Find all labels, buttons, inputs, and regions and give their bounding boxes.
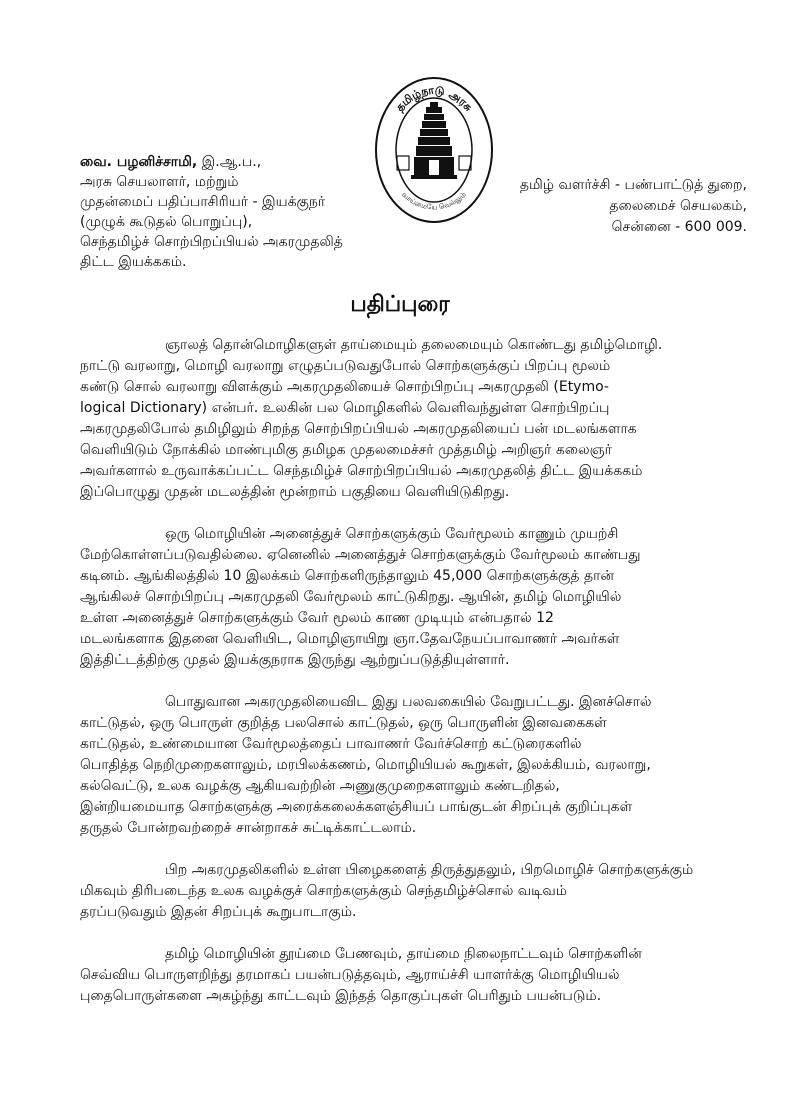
page-title: பதிப்புரை	[350, 292, 450, 317]
sender-line: திட்ட இயக்ககம்.	[80, 254, 187, 270]
paragraph-line: மேற்கொள்ளப்படுவதில்லை. ஏனெனில் அனைத்துச் சொற்களுக்கும் வேர்மூலம் காண்பது	[80, 547, 641, 563]
address-line: சென்னை - 600 009.	[611, 219, 747, 235]
sender-line: (முழுக் கூடுதல் பொறுப்பு),	[80, 214, 253, 230]
paragraph-line: காட்டுதல், ஒரு பொருள் குறித்த பலசொல் காட்டுதல், ஒரு பொருளின் இனவகைகள்	[80, 715, 607, 731]
paragraph	[80, 335, 740, 503]
emblem-top-text: தமிழ்நாடு அரசு	[393, 83, 475, 114]
sender-name-line	[80, 152, 460, 172]
paragraph	[80, 860, 740, 923]
paragraph-line: கல்வெட்டு, உலக வழக்கு ஆகியவற்றின் அணுகுமுறைகளாலும் கண்டறிதல்,	[80, 778, 560, 794]
emblem-bottom-text: வாய்மையே வெல்லும்	[400, 190, 468, 212]
address-line: தமிழ் வளர்ச்சி - பண்பாட்டுத் துறை,	[519, 177, 747, 193]
sender-line: அரசு செயலாளர், மற்றும்	[80, 174, 239, 190]
paragraph-line: மடலங்களாக இதனை வெளியிட, மொழிஞாயிறு ஞா.தேவநேயப்பாவாணர் அவர்கள்	[80, 631, 620, 647]
paragraph-line: மிகவும் திரிபடைந்த உலக வழக்குச் சொற்களுக்கும் செந்தமிழ்ச்சொல் வடிவம்	[80, 883, 567, 899]
paragraph-line: பொதித்த நெறிமுறைகளாலும், மரபிலக்கணம், மொழியியல் கூறுகள், இலக்கியம், வரலாறு,	[80, 757, 651, 773]
paragraph-line: உள்ள அனைத்துச் சொற்களுக்கும் வேர் மூலம் காண முடியும் என்பதால் 12	[80, 610, 554, 626]
paragraph-line: பிற அகரமுதலிகளில் உள்ள பிழைகளைத் திருத்துதலும், பிறமொழிச் சொற்களுக்கும்	[165, 862, 694, 878]
paragraph-line: கடினம். ஆங்கிலத்தில் 10 இலக்கம் சொற்களிருந்தாலும் 45,000 சொற்களுக்குத் தான்	[80, 568, 614, 584]
paragraph-line: காட்டுதல், உண்மையான வேர்மூலத்தைப் பாவாணர் வேர்ச்சொற் கட்டுரைகளில்	[80, 736, 582, 752]
sender-line: முதன்மைப் பதிப்பாசிரியர் - இயக்குநர்	[80, 194, 326, 210]
paragraph	[80, 944, 740, 1007]
paragraph-line: தருதல் போன்றவற்றைச் சான்றாகச் சுட்டிக்காட்டலாம்.	[80, 820, 417, 836]
paragraph-line: வெளியிடும் நோக்கில் மாண்புமிகு தமிழக முதலமைச்சர் முத்தமிழ் அறிஞர் கலைஞர்	[80, 442, 612, 458]
paragraph-line: அகரமுதலிபோல் தமிழிலும் சிறந்த சொற்பிறப்பியல் அகரமுதலியைப் பன் மடலங்களாக	[80, 421, 637, 437]
paragraph-line: ஞாலத் தொன்மொழிகளுள் தாய்மையும் தலைமையும் கொண்டது தமிழ்மொழி.	[165, 337, 663, 353]
preface-body	[80, 335, 740, 1028]
paragraph-line: இன்றியமையாத சொற்களுக்கு அரைக்கலைக்களஞ்சியப் பாங்குடன் சிறப்புக் குறிப்புகள்	[80, 799, 633, 815]
paragraph-line: தமிழ் மொழியின் தூய்மை பேணவும், தாய்மை நிலைநாட்டவும் சொற்களின்	[165, 946, 642, 962]
paragraph	[80, 524, 740, 671]
paragraph-line: கண்டு சொல் வரலாறு விளக்கும் அகரமுதலியைச் சொற்பிறப்பு அகரமுதலி (Etymo-	[80, 379, 609, 395]
paragraph-line: அவர்களால் உருவாக்கப்பட்ட செந்தமிழ்ச் சொற்பிறப்பியல் அகரமுதலித் திட்ட இயக்ககம்	[80, 463, 643, 479]
address-line: தலைமைச் செயலகம்,	[609, 198, 747, 214]
sender-line: செந்தமிழ்ச் சொற்பிறப்பியல் அகரமுதலித்	[80, 234, 343, 250]
sender-title: இ.ஆ.ப.,	[201, 154, 262, 170]
paragraph-line: புதைபொருள்களை அகழ்ந்து காட்டவும் இந்தத் தொகுப்புகள் பெரிதும் பயன்படும்.	[80, 988, 602, 1004]
paragraph-line: பொதுவான அகரமுதலியைவிட இது பலவகையில் வேறுபட்டது. இனச்சொல்	[165, 694, 652, 710]
paragraph-line: செவ்விய பொருளறிந்து தரமாகப் பயன்படுத்தவும், ஆராய்ச்சி யாளர்க்கு மொழியியல்	[80, 967, 620, 983]
paragraph-line: ஒரு மொழியின் அனைத்துச் சொற்களுக்கும் வேர்மூலம் காணும் முயற்சி	[165, 526, 619, 542]
sender-details	[80, 152, 460, 272]
paragraph-line: இப்பொழுது முதன் மடலத்தின் மூன்றாம் பகுதியை வெளியிடுகிறது.	[80, 484, 510, 500]
sender-name: வை. பழனிச்சாமி,	[80, 154, 198, 170]
paragraph-line: logical Dictionary) என்பர். உலகின் பல மொழிகளில் வெளிவந்துள்ள சொற்பிறப்பு	[80, 400, 610, 416]
paragraph-line: ஆங்கிலச் சொற்பிறப்பு அகரமுதலி வேர்மூலம் காட்டுகிறது. ஆயின், தமிழ் மொழியில்	[80, 589, 622, 605]
paragraph-line: நாட்டு வரலாறு, மொழி வரலாறு எழுதப்படுவதுபோல் சொற்களுக்குப் பிறப்பு மூலம்	[80, 358, 611, 374]
department-address	[495, 175, 747, 238]
paragraph-line: இத்திட்டத்திற்கு முதல் இயக்குநராக இருந்து ஆற்றுப்படுத்தியுள்ளார்.	[80, 652, 510, 668]
paragraph-line: தரப்படுவதும் இதன் சிறப்புக் கூறுபாடாகும்.	[80, 904, 357, 920]
paragraph	[80, 692, 740, 839]
